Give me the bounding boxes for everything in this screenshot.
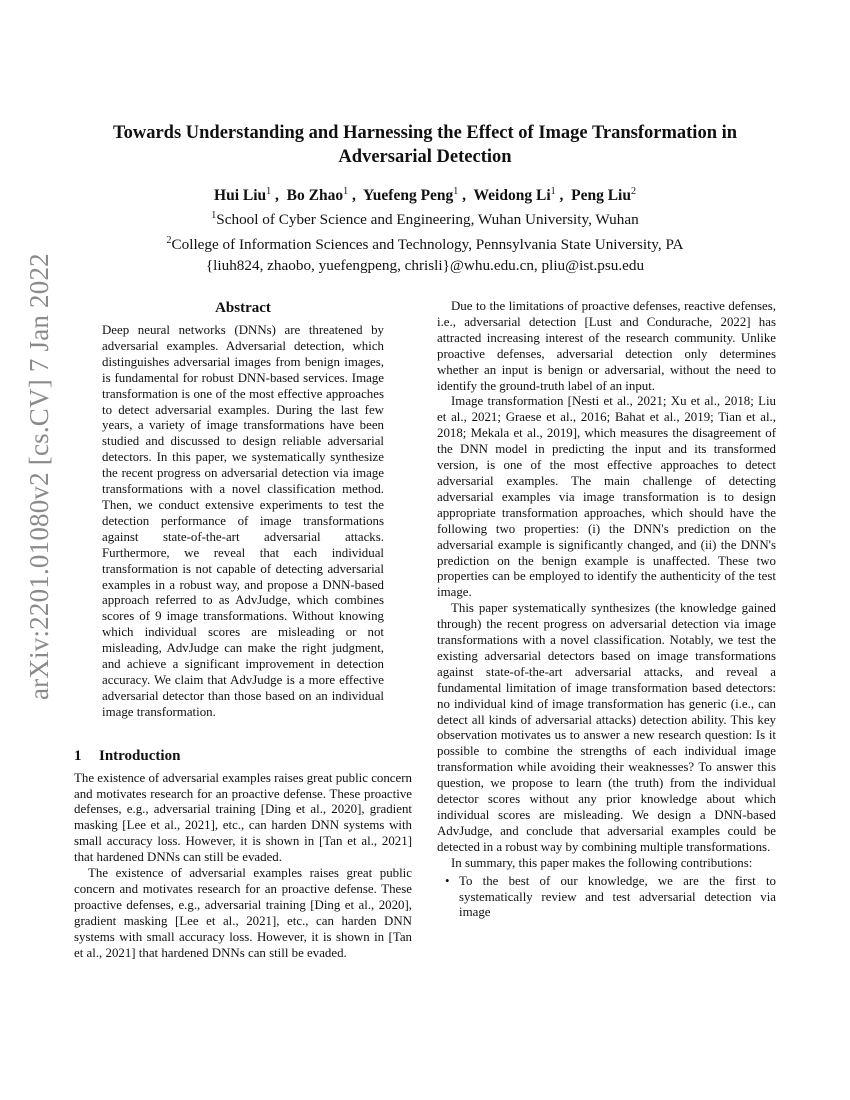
section-number: 1 xyxy=(74,747,82,764)
bullet-icon: • xyxy=(445,873,450,888)
paragraph: In summary, this paper makes the following contributions: xyxy=(451,855,753,870)
abstract-text: Deep neural networks (DNNs) are threatened by adversarial examples. Adversarial detection, which distinguishes adversarial images from benign images, is fundamental for robust DNN-based services. Image transformation is one of the most effective approaches to detect adversarial examples. During the last few years, a variety of image transformations have been studied and discussed to design reliable adversarial detectors. In this paper, we systematically synthesize the recent progress on adversarial detection via image transformations with a novel classification method. Then, we conduct extensive experiments to test the detection performance of image transformations against state-of-the-art adversarial attacks. Furthermore, we reveal that each individual transformation is not capable of detecting adversarial examples in a robust way, and propose a DNN-based approach referred to as AdvJudge, which combines scores of 9 image transformations. Without knowing which individual scores are misleading or not misleading, AdvJudge can make the right judgment, and achieve a significant improvement in detection accuracy. We claim that AdvJudge is a more effective adversarial detector than those based on an individual image transformation. xyxy=(102,323,384,719)
section-heading-introduction xyxy=(74,747,412,765)
contribution-list xyxy=(437,874,776,922)
paragraph: The existence of adversarial examples raises great public concern and motivates research for an proactive defense. These proactive defenses, e.g., adversarial training [Ding et al., 2020], gradient masking [Lee et al., 2021], etc., can harden DNN systems with small accuracy loss. However, it is shown in [Tan et al., 2021] that hardened DNNs can still be evaded. xyxy=(74,866,412,960)
list-item-text: To the best of our knowledge, we are the first to systematically review and test adversarial detection via image xyxy=(459,873,776,920)
author-affiliation-mark: 2 xyxy=(630,186,636,197)
affiliation-line xyxy=(60,230,790,255)
paragraph: This paper systematically synthesizes (the knowledge gained through) the recent progress on adversarial detection via image transformations with a novel classification. Notably, we test the existing adversarial detectors based on image transformations against state-of-the-art adversarial attacks, and reveal a fundamental limitation of image transformation based detectors: no individual kind of image transformation has generic (i.e., can detect all kinds of adversarial attacks) detection ability. This key observation motivates us to answer a new research question: Is it possible to combine the strengths of each individual image transformation while avoiding their weaknesses? To answer this question, we propose to learn (the truth) from the individual detector scores without any prior knowledge about which individual scores are misleading. We design a DNN-based AdvJudge, and conclude that adversarial examples could be detected in a robust way by combining multiple transformations. xyxy=(437,601,776,854)
author-name: Yuefeng Peng xyxy=(363,187,454,205)
author-affiliation-mark: 1 xyxy=(453,186,459,197)
paragraph: Due to the limitations of proactive defenses, reactive defenses, i.e., adversarial detection [Lust and Condurache, 2022] has attracted increasing interest of the research community. Unlike proactive defenses, adversarial detection only determines whether an input is benign or adversarial, without the need to identify the ground-truth label of an input. xyxy=(437,299,776,393)
affiliation-line xyxy=(60,205,790,230)
affiliation-number: 2 xyxy=(166,235,172,247)
author-affiliation-mark: 1 xyxy=(550,186,556,197)
section-title: Introduction xyxy=(99,747,181,764)
author-name: Hui Liu xyxy=(214,187,267,205)
author-list: Hui Liu$^1$ , Bo Zhao$^1$ , Yuefeng Peng$^1$ , Weidong Li$^1$ , Peng Liu$^2$ xyxy=(214,186,636,205)
right-column xyxy=(437,299,776,921)
affiliation-text: School of Cyber Science and Engineering, Wuhan University, Wuhan xyxy=(216,211,639,229)
left-column xyxy=(74,299,412,962)
paper-title: Towards Understanding and Harnessing the Effect of Image Transformation in Adversarial Detection xyxy=(112,123,738,167)
author-name: Bo Zhao xyxy=(286,187,344,205)
paragraph: Image transformation [Nesti et al., 2021; Xu et al., 2018; Liu et al., 2021; Graese et al., 2016; Bahat et al., 2019; Tian et al., 2018; Mekala et al., 2019], which measures the disagreement of the DNN model in predicting the input and its transformed version, is one of the most effective approaches to detect adversarial examples. The main challenge of detecting adversarial examples via image transformation is to design appropriate transformation approaches, which should have the following two properties: (i) the DNN's prediction on the adversarial example is significantly changed, and (ii) the DNN's prediction on the benign example is unaffected. These two properties can be employed to identify the authenticity of the test image. xyxy=(437,394,776,600)
author-name: Peng Liu xyxy=(571,187,631,205)
abstract-heading: Abstract xyxy=(215,300,271,316)
abstract-body xyxy=(74,323,412,721)
arxiv-identifier: arXiv:2201.01080v2 [cs.CV] 7 Jan 2022 xyxy=(24,253,54,700)
author-affiliation-mark: 1 xyxy=(266,186,272,197)
affiliation-text: College of Information Sciences and Technology, Pennsylvania State University, PA xyxy=(171,236,684,254)
author-affiliation-mark: 1 xyxy=(343,186,349,197)
affiliations xyxy=(60,205,790,276)
author-name: Weidong Li xyxy=(473,187,551,205)
paragraph: The existence of adversarial examples raises great public concern and motivates research for an proactive defense. These proactive defenses, e.g., adversarial training [Ding et al., 2020], gradient masking [Lee et al., 2021], etc., can harden DNN systems with small accuracy loss. However, it is shown in [Tan et al., 2021] that hardened DNNs can still be evaded. xyxy=(74,770,412,865)
list-item xyxy=(437,874,776,922)
author-emails: {liuh824, zhaobo, yuefengpeng, chrisli}@whu.edu.cn, pliu@ist.psu.edu xyxy=(205,257,645,275)
affiliation-number: 1 xyxy=(211,210,217,221)
